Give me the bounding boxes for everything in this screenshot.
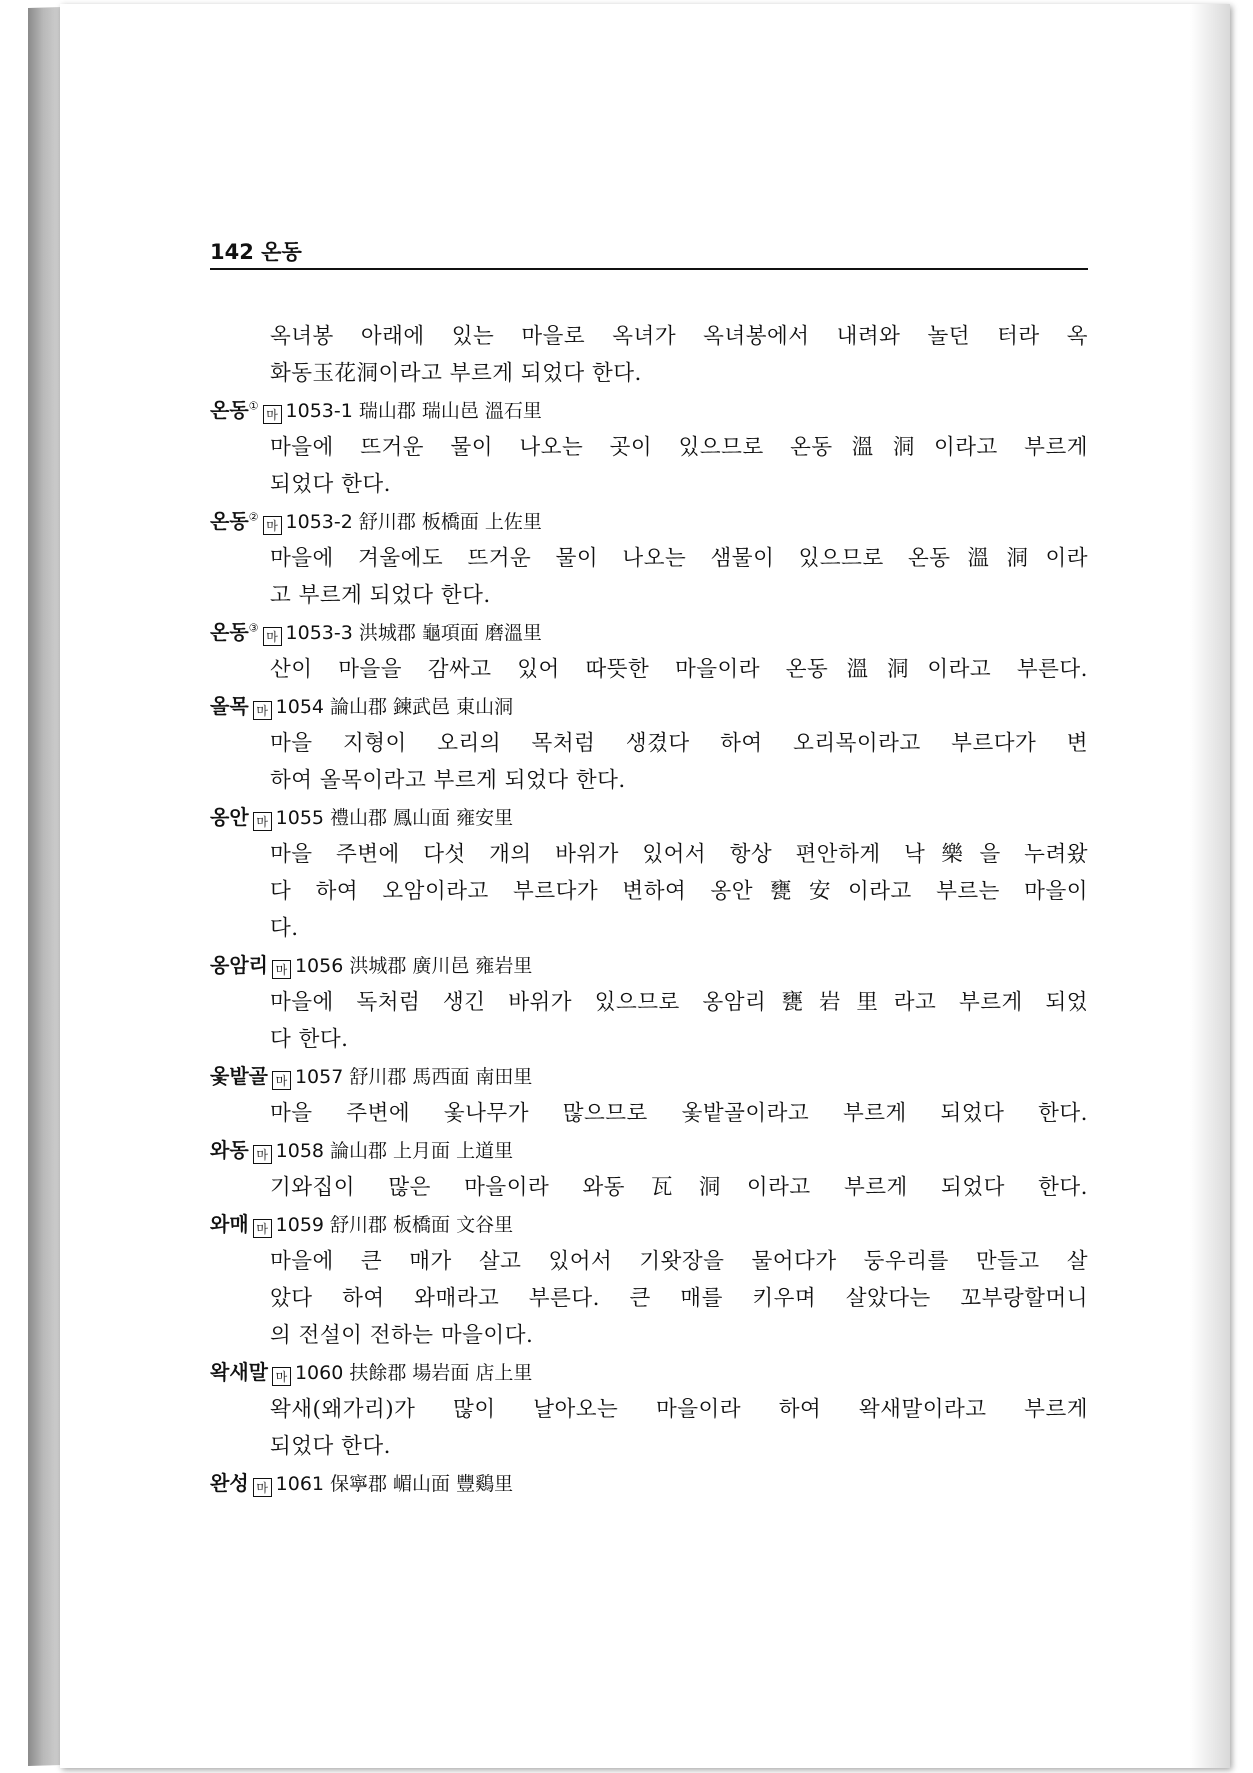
entry-definition-line: 마을 주변에 옻나무가 많으므로 옻밭골이라고 부르게 되었다 한다. bbox=[270, 1101, 1088, 1126]
entry-number: 1060 bbox=[294, 1362, 344, 1384]
entry-term: 온동 bbox=[210, 509, 249, 533]
continued-line: 화동玉花洞이라고 부르게 되었다 한다. bbox=[270, 361, 642, 386]
entry-number: 1061 bbox=[275, 1473, 324, 1495]
entry-headword-line bbox=[210, 503, 1088, 540]
entry-number: 1053-2 bbox=[285, 511, 353, 533]
entry-term: 와매 bbox=[210, 1212, 249, 1236]
entry-definition-line: 았다 하여 와매라고 부른다. 큰 매를 키우며 살았다는 꼬부랑할머니 bbox=[270, 1286, 1088, 1311]
entry-location: 扶餘郡 場岩面 店上里 bbox=[349, 1362, 533, 1384]
entry-number: 1055 bbox=[275, 807, 324, 829]
entry-definition-line: 다 한다. bbox=[270, 1027, 349, 1052]
entry-definition-line: 다. bbox=[270, 916, 299, 941]
category-badge: 마 bbox=[253, 1219, 272, 1238]
dictionary-body bbox=[210, 318, 1088, 1502]
entry-location: 保寧郡 嵋山面 豐鷄里 bbox=[330, 1473, 514, 1495]
entry-headword-line bbox=[210, 799, 1088, 836]
entry-term: 온동 bbox=[210, 398, 249, 422]
continued-line: 옥녀봉 아래에 있는 마을로 옥녀가 옥녀봉에서 내려와 놀던 터라 옥 bbox=[270, 324, 1088, 349]
category-badge: 마 bbox=[272, 1071, 291, 1090]
category-badge: 마 bbox=[253, 1478, 272, 1497]
entry-definition-line: 되었다 한다. bbox=[270, 472, 392, 497]
entry-headword-line bbox=[210, 392, 1088, 429]
running-header bbox=[210, 236, 1088, 266]
entry-location: 舒川郡 板橋面 上佐里 bbox=[358, 511, 542, 533]
entry-term: 와동 bbox=[210, 1138, 249, 1162]
entry-sense-number: ① bbox=[248, 399, 259, 413]
entry-headword-line bbox=[210, 614, 1088, 651]
entry-definition-line: 마을 주변에 다섯 개의 바위가 있어서 항상 편안하게 낙樂을 누려왔 bbox=[270, 842, 1088, 867]
category-badge: 마 bbox=[253, 701, 272, 720]
entry-number: 1053-3 bbox=[285, 622, 353, 644]
entry-definition-line: 마을에 겨울에도 뜨거운 물이 나오는 샘물이 있으므로 온동溫洞이라 bbox=[270, 546, 1088, 571]
entry-definition-line: 의 전설이 전하는 마을이다. bbox=[270, 1323, 534, 1348]
entry-definition-line: 마을에 큰 매가 살고 있어서 기왓장을 물어다가 둥우리를 만들고 살 bbox=[270, 1249, 1088, 1274]
entry-headword-line bbox=[210, 947, 1088, 984]
entry-location: 禮山郡 鳳山面 雍安里 bbox=[330, 807, 514, 829]
entry-term: 옹안 bbox=[210, 805, 249, 829]
page-edge-shadow bbox=[1190, 4, 1230, 1768]
entry-location: 舒川郡 板橋面 文谷里 bbox=[330, 1214, 514, 1236]
entry-definition-line: 마을에 뜨거운 물이 나오는 곳이 있으므로 온동溫洞이라고 부르게 bbox=[270, 435, 1088, 460]
entry-number: 1056 bbox=[294, 955, 344, 977]
entry-sense-number: ③ bbox=[248, 621, 259, 635]
header-rule bbox=[210, 268, 1088, 270]
entry-location: 論山郡 上月面 上道里 bbox=[330, 1140, 514, 1162]
entry-headword-line bbox=[210, 1132, 1088, 1169]
entry-number: 1053-1 bbox=[285, 400, 353, 422]
entry-location: 論山郡 鍊武邑 東山洞 bbox=[330, 696, 514, 718]
entry-definition-line: 기와집이 많은 마을이라 와동瓦洞이라고 부르게 되었다 한다. bbox=[270, 1175, 1088, 1200]
category-badge: 마 bbox=[253, 812, 272, 831]
entry-headword-line bbox=[210, 1206, 1088, 1243]
entry-definition-line: 마을에 독처럼 생긴 바위가 있으므로 옹암리甕岩里라고 부르게 되었 bbox=[270, 990, 1088, 1015]
book-spine bbox=[28, 7, 62, 1766]
entry-definition-line: 마을 지형이 오리의 목처럼 생겼다 하여 오리목이라고 부르다가 변 bbox=[270, 731, 1088, 756]
entry-term: 올목 bbox=[210, 694, 249, 718]
entry-term: 왁새말 bbox=[210, 1360, 268, 1384]
category-badge: 마 bbox=[263, 516, 282, 535]
entry-headword-line bbox=[210, 1354, 1088, 1391]
entry-headword-line bbox=[210, 1058, 1088, 1095]
entry-location: 舒川郡 馬西面 南田里 bbox=[349, 1066, 533, 1088]
category-badge: 마 bbox=[253, 1145, 272, 1164]
entry-definition-line: 고 부르게 되었다 한다. bbox=[270, 583, 491, 608]
category-badge: 마 bbox=[263, 405, 282, 424]
entry-term: 온동 bbox=[210, 620, 249, 644]
entry-definition-line: 다 하여 오암이라고 부르다가 변하여 옹안甕安이라고 부르는 마을이 bbox=[270, 879, 1088, 904]
entry-number: 1059 bbox=[275, 1214, 324, 1236]
entry-definition-line: 하여 올목이라고 부르게 되었다 한다. bbox=[270, 768, 626, 793]
page-number: 142 bbox=[210, 240, 254, 264]
category-badge: 마 bbox=[272, 1367, 291, 1386]
entry-location: 瑞山郡 瑞山邑 溫石里 bbox=[358, 400, 542, 422]
entry-number: 1057 bbox=[294, 1066, 344, 1088]
entry-definition-line: 왁새(왜가리)가 많이 날아오는 마을이라 하여 왁새말이라고 부르게 bbox=[270, 1397, 1088, 1422]
entry-sense-number: ② bbox=[248, 510, 259, 524]
entry-headword-line bbox=[210, 688, 1088, 725]
entry-location: 洪城郡 龜項面 磨溫里 bbox=[358, 622, 542, 644]
category-badge: 마 bbox=[272, 960, 291, 979]
entry-term: 옹암리 bbox=[210, 953, 268, 977]
running-title: 온동 bbox=[261, 240, 302, 264]
entry-definition-line: 되었다 한다. bbox=[270, 1434, 392, 1459]
entry-definition-line: 산이 마을을 감싸고 있어 따뜻한 마을이라 온동溫洞이라고 부른다. bbox=[270, 657, 1088, 682]
entry-number: 1054 bbox=[275, 696, 324, 718]
entry-number: 1058 bbox=[275, 1140, 324, 1162]
entry-location: 洪城郡 廣川邑 雍岩里 bbox=[349, 955, 533, 977]
entry-term: 완성 bbox=[210, 1471, 249, 1495]
category-badge: 마 bbox=[263, 627, 282, 646]
entry-term: 옻밭골 bbox=[210, 1064, 268, 1088]
entry-headword-line bbox=[210, 1465, 1088, 1502]
